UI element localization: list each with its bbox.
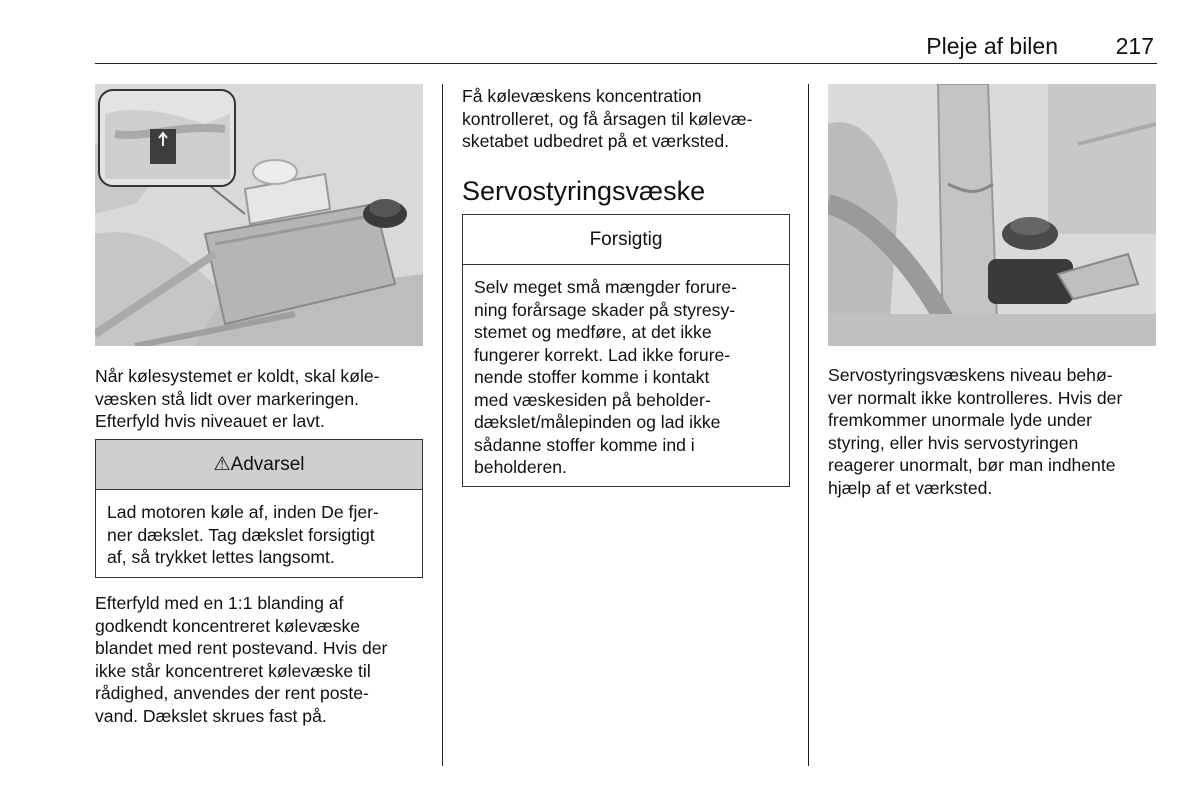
caution-body: Selv meget små mængder forure- ning forårsage skader på styresy- stemet og medføre, at det ikke fungerer korrekt. Lad ikke forure- nende stoffer komme i kontakt med væskesiden på beholder- dækslet/målepinden og lad ikke sådanne stoffer komme ind i beholderen. [474, 277, 738, 477]
coolant-concentration-paragraph: Få kølevæskens koncentration kontrolleret, og få årsagen til kølevæ- sketabet udbedret på et værksted. [462, 86, 753, 151]
page-number: 217 [1115, 33, 1154, 59]
warning-heading: Advarsel [230, 454, 305, 475]
coolant-mixture-paragraph: Efterfyld med en 1:1 blanding af godkendt koncentreret kølevæske blandet med rent postevand. Hvis der ikke står koncentreret kølevæske til rådighed, anvendes der rent poste- vand. Dækslet skrues fast på. [95, 593, 388, 726]
warning-header [96, 440, 422, 490]
coolant-reservoir-image [95, 84, 423, 346]
section-heading-power-steering: Servostyringsvæske [462, 176, 706, 206]
warning-triangle-icon: ⚠ [213, 454, 231, 475]
column-divider-left [442, 84, 443, 766]
power-steering-paragraph: Servostyringsvæskens niveau behø- ver normalt ikke kontrolleres. Hvis der fremkommer unormale lyde under styring, eller hvis servostyringen reagerer unormalt, bør man indhente hjælp af et værksted. [828, 365, 1123, 498]
coolant-level-paragraph: Når kølesystemet er koldt, skal køle- væsken stå lidt over markeringen. Efterfyld hvis niveauet er lavt. [95, 366, 380, 431]
page-title: Pleje af bilen [926, 33, 1058, 59]
caution-heading: Forsigtig [463, 215, 789, 265]
warning-box [95, 439, 423, 578]
power-steering-reservoir-image [828, 84, 1156, 346]
column-divider-right [808, 84, 809, 766]
header-rule [95, 63, 1157, 64]
caution-box [462, 214, 790, 487]
warning-body: Lad motoren køle af, inden De fjer- ner dækslet. Tag dækslet forsigtigt af, så trykket lettes langsomt. [107, 502, 379, 567]
